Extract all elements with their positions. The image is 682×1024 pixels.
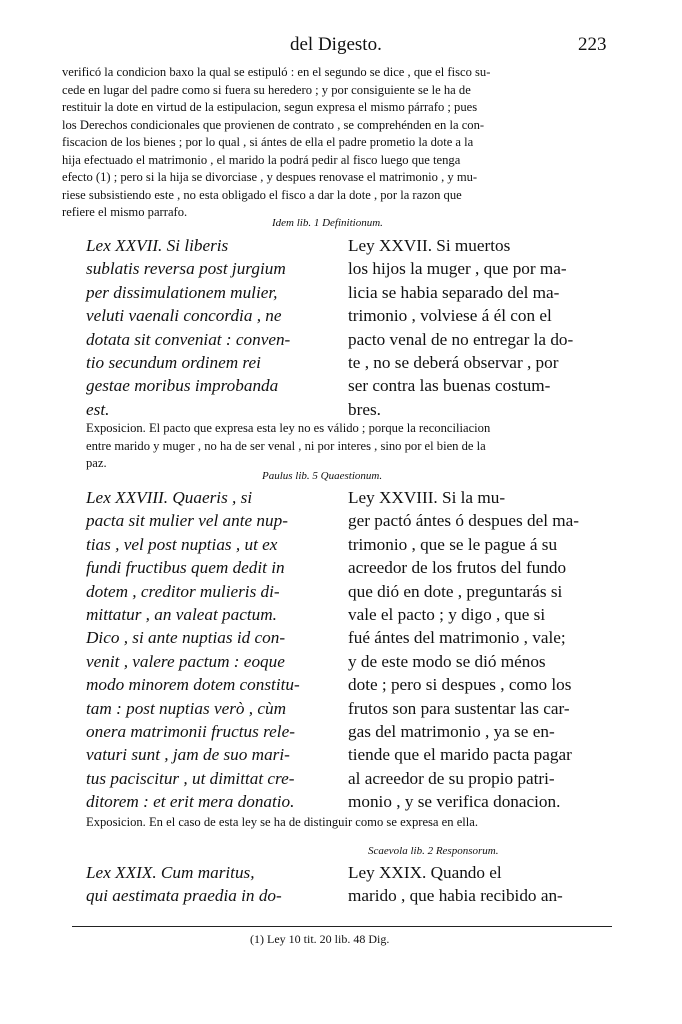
- latin-line: est.: [86, 399, 110, 419]
- latin-line: pacta sit mulier vel ante nup-: [86, 511, 288, 531]
- spanish-line: Ley XXVIII. Si la mu-: [348, 488, 506, 507]
- latin-line: tam : post nuptias verò , cùm: [86, 698, 287, 718]
- text-line: riese subsistiendo este , no esta obligado el fisco a dar la dote , por la razon que: [62, 187, 462, 202]
- latin-column-lex29: [86, 861, 326, 908]
- spanish-line: ger pactó ántes ó despues del ma-: [348, 511, 579, 531]
- spanish-line: dote ; pero si despues , como los: [348, 675, 572, 695]
- spanish-line: trimonio , que se le pague á su: [348, 534, 558, 554]
- spanish-line: fué ántes del matrimonio , vale;: [348, 628, 566, 648]
- latin-line: Lex XXIX. Cum maritus,: [86, 863, 255, 882]
- latin-line: gestae moribus improbanda: [86, 376, 279, 396]
- attribution-lex28: Paulus lib. 5 Quaestionum.: [262, 470, 383, 482]
- latin-line: tus paciscitur , ut dimittat cre-: [86, 768, 295, 788]
- latin-line: Dico , si ante nuptias id con-: [86, 628, 286, 648]
- spanish-line: al acreedor de su propio patri-: [348, 768, 555, 788]
- text-line: cede en lugar del padre como si fuera su heredero ; y por consiguiente se le ha de: [62, 82, 471, 97]
- spanish-line: vale el pacto ; y digo , que si: [348, 605, 546, 625]
- spanish-line: trimonio , volviese á él con el: [348, 306, 552, 326]
- latin-line: tio secundum ordinem rei: [86, 353, 261, 373]
- text-line: Exposicion. El pacto que expresa esta ley no es válido ; porque la reconciliacion: [86, 421, 491, 435]
- spanish-line: licia se habia separado del ma-: [348, 282, 560, 302]
- exposicion-lex28: Exposicion. En el caso de esta ley se ha de distinguir como se expresa en ella.: [86, 815, 479, 829]
- latin-line: tias , vel post nuptias , ut ex: [86, 534, 278, 554]
- latin-line: qui aestimata praedia in do-: [86, 886, 282, 906]
- spanish-line: pacto venal de no entregar la do-: [348, 329, 574, 349]
- text-line: fiscacion de los bienes ; por lo qual , si ántes de ella el padre prometio la dote a la: [62, 135, 474, 149]
- latin-line: fundi fructibus quem dedit in: [86, 558, 285, 578]
- exposicion-lex27: [86, 420, 610, 473]
- latin-line: Lex XXVIII. Quaeris , si: [86, 488, 253, 507]
- latin-line: vaturi sunt , jam de suo mari-: [86, 745, 290, 765]
- text-line: restituir la dote en virtud de la estipulacion, segun expresa el mismo párrafo ; pues: [62, 100, 478, 114]
- latin-column-lex27: [86, 234, 326, 421]
- text-line: refiere el mismo parrafo.: [62, 205, 188, 219]
- intro-paragraph: [62, 64, 610, 222]
- latin-column-lex28: [86, 486, 326, 814]
- spanish-line: tiende que el marido pacta pagar: [348, 745, 572, 765]
- footnote-rule: [72, 926, 612, 927]
- latin-line: mittatur , an valeat pactum.: [86, 605, 277, 625]
- latin-line: modo minorem dotem constitu-: [86, 675, 300, 695]
- text-line: paz.: [86, 456, 107, 470]
- spanish-line: que dió en dote , preguntarás si: [348, 581, 563, 601]
- page-number: 223: [578, 34, 607, 55]
- latin-line: venit , valere pactum : eoque: [86, 651, 285, 671]
- spanish-line: frutos son para sustentar las car-: [348, 698, 570, 718]
- text-line: hija efectuado el matrimonio , el marido la podrá pedir al fisco luego que tenga: [62, 152, 461, 167]
- text-line: verificó la condicion baxo la qual se estipuló : en el segundo se dice , que el fisco su-: [62, 65, 491, 79]
- attribution-lex27: Idem lib. 1 Definitionum.: [272, 217, 383, 229]
- text-line: los Derechos condicionales que provienen de contrato , se comprehénden en la con-: [62, 117, 485, 132]
- spanish-column-lex27: [348, 234, 610, 421]
- latin-line: dotem , creditor mulieris di-: [86, 581, 280, 601]
- spanish-line: monio , y se verifica donacion.: [348, 792, 561, 812]
- latin-line: sublatis reversa post jurgium: [86, 259, 286, 279]
- attribution-lex29: Scaevola lib. 2 Responsorum.: [368, 845, 499, 857]
- text-line: efecto (1) ; pero si la hija se divorciase , y despues renovase el matrimonio , y mu-: [62, 170, 478, 184]
- spanish-line: acreedor de los frutos del fundo: [348, 558, 567, 578]
- latin-line: ditorem : et erit mera donatio.: [86, 792, 295, 812]
- latin-line: dotata sit conveniat : conven-: [86, 329, 291, 349]
- spanish-line: gas del matrimonio , ya se en-: [348, 722, 555, 742]
- latin-line: per dissimulationem mulier,: [86, 282, 278, 302]
- spanish-line: bres.: [348, 399, 381, 419]
- spanish-line: ser contra las buenas costum-: [348, 376, 551, 396]
- spanish-line: Ley XXIX. Quando el: [348, 863, 502, 882]
- spanish-column-lex29: [348, 861, 610, 908]
- spanish-column-lex28: [348, 486, 610, 814]
- spanish-line: y de este modo se dió ménos: [348, 651, 546, 671]
- latin-line: veluti vaenali concordia , ne: [86, 306, 282, 326]
- spanish-line: Ley XXVII. Si muertos: [348, 236, 511, 255]
- latin-line: Lex XXVII. Si liberis: [86, 236, 229, 255]
- text-line: entre marido y muger , no ha de ser venal , ni por interes , sino por el bien de la: [86, 438, 486, 453]
- footnote: (1) Ley 10 tit. 20 lib. 48 Dig.: [250, 932, 390, 946]
- running-title: del Digesto.: [290, 34, 382, 55]
- spanish-line: te , no se deberá observar , por: [348, 353, 559, 373]
- spanish-line: marido , que habia recibido an-: [348, 886, 563, 906]
- spanish-line: los hijos la muger , que por ma-: [348, 259, 567, 279]
- latin-line: onera matrimonii fructus rele-: [86, 722, 295, 742]
